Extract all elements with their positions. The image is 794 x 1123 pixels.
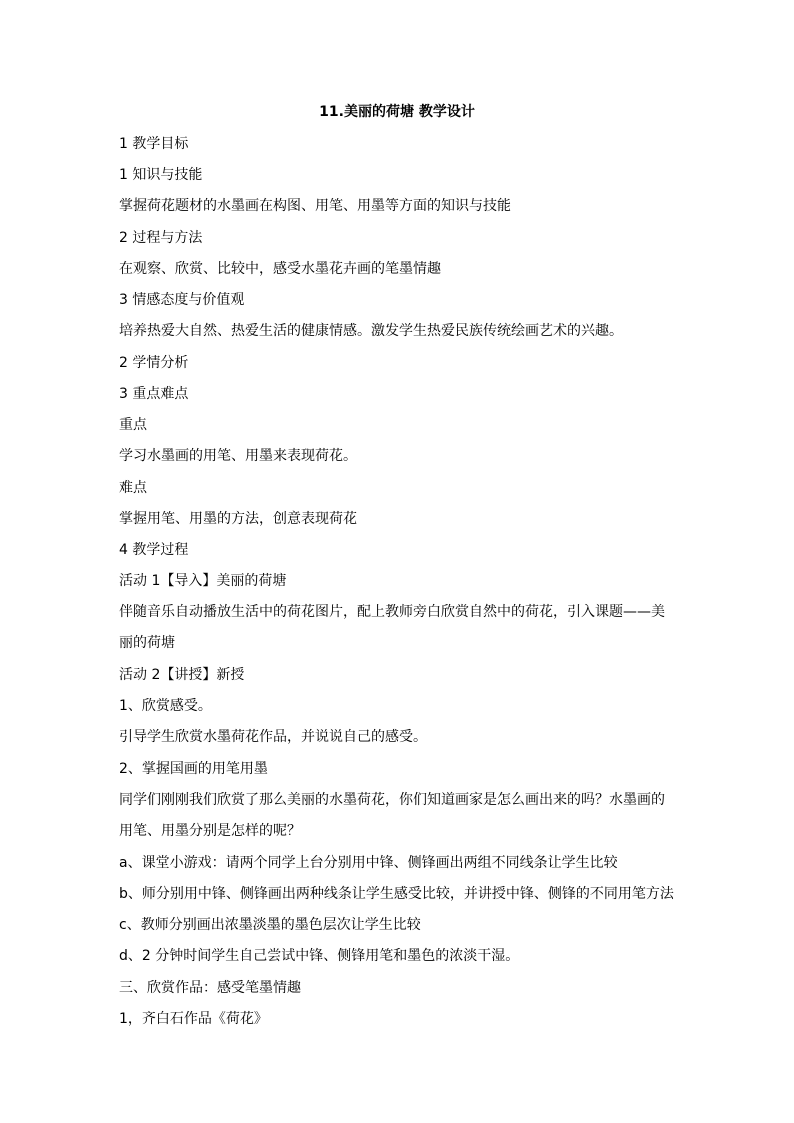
item-c: c、教师分别画出浓墨淡墨的墨色层次让学生比较 <box>119 917 421 933</box>
step-appreciate: 1、欣赏感受。 <box>119 698 212 714</box>
heading-learner-analysis: 2 学情分析 <box>119 355 189 371</box>
subheading-knowledge-skills: 1 知识与技能 <box>119 167 203 183</box>
activity-2-heading: 活动 2【讲授】新授 <box>119 667 245 683</box>
text-brush-ink: 同学们刚刚我们欣赏了那么美丽的水墨荷花，你们知道画家是怎么画出来的吗？水墨画的用笔、用墨分别是怎样的呢？ <box>119 792 665 839</box>
text-process-method: 在观察、欣赏、比较中，感受水墨花卉画的笔墨情趣 <box>119 261 441 277</box>
subheading-key-point: 重点 <box>119 417 147 433</box>
text-knowledge-skills: 掌握荷花题材的水墨画在构图、用笔、用墨等方面的知识与技能 <box>119 198 511 214</box>
step-brush-ink: 2、掌握国画的用笔用墨 <box>119 761 268 777</box>
activity-1-text: 伴随音乐自动播放生活中的荷花图片，配上教师旁白欣赏自然中的荷花，引入课题——美丽的荷塘 <box>119 604 665 651</box>
heading-teaching-goals: 1 教学目标 <box>119 136 189 152</box>
heading-key-difficult-points: 3 重点难点 <box>119 386 189 402</box>
item-d: d、2 分钟时间学生自己尝试中锋、侧锋用笔和墨色的浓淡干湿。 <box>119 948 520 964</box>
subheading-difficult-point: 难点 <box>119 480 147 496</box>
subheading-process-method: 2 过程与方法 <box>119 230 203 246</box>
text-key-point: 学习水墨画的用笔、用墨来表现荷花。 <box>119 448 357 464</box>
item-a: a、课堂小游戏：请两个同学上台分别用中锋、侧锋画出两组不同线条让学生比较 <box>119 855 618 871</box>
text-difficult-point: 掌握用笔、用墨的方法，创意表现荷花 <box>119 511 357 527</box>
page-title: 11.美丽的荷塘 教学设计 <box>319 104 475 120</box>
activity-1-heading: 活动 1【导入】美丽的荷塘 <box>119 573 287 589</box>
item-b: b、师分别用中锋、侧锋画出两种线条让学生感受比较，并讲授中锋、侧锋的不同用笔方法 <box>119 886 674 902</box>
heading-teaching-process: 4 教学过程 <box>119 542 189 558</box>
section-three-heading: 三、欣赏作品：感受笔墨情趣 <box>119 980 301 996</box>
artwork-item-1: 1，齐白石作品《荷花》 <box>119 1011 268 1027</box>
text-appreciate: 引导学生欣赏水墨荷花作品，并说说自己的感受。 <box>119 729 427 745</box>
subheading-attitude-values: 3 情感态度与价值观 <box>119 292 245 308</box>
text-attitude-values: 培养热爱大自然、热爱生活的健康情感。激发学生热爱民族传统绘画艺术的兴趣。 <box>119 323 623 339</box>
